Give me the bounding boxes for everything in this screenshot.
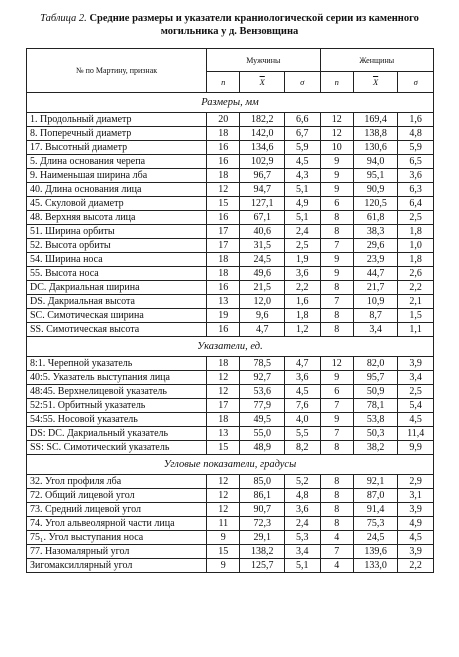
value-cell-f-n: 10 xyxy=(320,141,353,155)
section-header-row xyxy=(27,93,434,113)
table-row xyxy=(27,323,434,337)
table-row xyxy=(27,385,434,399)
value-cell-m-x: 125,7 xyxy=(240,559,284,573)
feature-name-cell: 48:45. Верхнелицевой указатель xyxy=(27,385,207,399)
section-title: Угловые показатели, градусы xyxy=(27,455,434,475)
table-row xyxy=(27,211,434,225)
value-cell-f-x: 95,7 xyxy=(353,371,397,385)
value-cell-f-x: 138,8 xyxy=(353,127,397,141)
value-cell-m-s: 5,1 xyxy=(284,183,320,197)
value-cell-f-x: 95,1 xyxy=(353,169,397,183)
value-cell-f-s: 11,4 xyxy=(398,427,434,441)
value-cell-m-n: 17 xyxy=(207,399,240,413)
table-row xyxy=(27,309,434,323)
value-cell-m-s: 2,5 xyxy=(284,239,320,253)
male-sd-header: σ xyxy=(284,72,320,93)
value-cell-f-n: 7 xyxy=(320,427,353,441)
table-caption xyxy=(34,12,425,40)
feature-name-cell: 5. Длина основания черепа xyxy=(27,155,207,169)
value-cell-f-s: 2,5 xyxy=(398,211,434,225)
section-title: Размеры, мм xyxy=(27,93,434,113)
value-cell-f-s: 4,5 xyxy=(398,413,434,427)
value-cell-m-n: 19 xyxy=(207,309,240,323)
value-cell-m-s: 1,8 xyxy=(284,309,320,323)
feature-name-cell: 52. Высота орбиты xyxy=(27,239,207,253)
value-cell-f-x: 120,5 xyxy=(353,197,397,211)
value-cell-m-x: 21,5 xyxy=(240,281,284,295)
value-cell-m-x: 24,5 xyxy=(240,253,284,267)
feature-name-cell: 1. Продольный диаметр xyxy=(27,113,207,127)
value-cell-m-n: 13 xyxy=(207,295,240,309)
value-cell-m-x: 94,7 xyxy=(240,183,284,197)
value-cell-f-n: 12 xyxy=(320,357,353,371)
value-cell-f-x: 94,0 xyxy=(353,155,397,169)
value-cell-f-s: 2,2 xyxy=(398,281,434,295)
feature-name-cell: 77. Назомалярный угол xyxy=(27,545,207,559)
feature-name-cell: 54:55. Носовой указатель xyxy=(27,413,207,427)
value-cell-f-x: 24,5 xyxy=(353,531,397,545)
value-cell-m-x: 55,0 xyxy=(240,427,284,441)
value-cell-m-s: 4,5 xyxy=(284,155,320,169)
value-cell-f-n: 8 xyxy=(320,475,353,489)
value-cell-m-n: 12 xyxy=(207,385,240,399)
table-row xyxy=(27,169,434,183)
feature-name-cell: 54. Ширина носа xyxy=(27,253,207,267)
table-row xyxy=(27,127,434,141)
value-cell-f-n: 7 xyxy=(320,545,353,559)
table-row xyxy=(27,239,434,253)
value-cell-f-s: 4,5 xyxy=(398,531,434,545)
value-cell-m-x: 67,1 xyxy=(240,211,284,225)
feature-name-cell: 9. Наименьшая ширина лба xyxy=(27,169,207,183)
value-cell-m-n: 12 xyxy=(207,489,240,503)
value-cell-m-n: 20 xyxy=(207,113,240,127)
value-cell-f-s: 3,9 xyxy=(398,503,434,517)
value-cell-f-s: 1,1 xyxy=(398,323,434,337)
value-cell-f-n: 8 xyxy=(320,441,353,455)
value-cell-f-x: 38,2 xyxy=(353,441,397,455)
value-cell-m-s: 5,3 xyxy=(284,531,320,545)
value-cell-m-n: 17 xyxy=(207,225,240,239)
value-cell-m-s: 3,6 xyxy=(284,503,320,517)
value-cell-m-n: 16 xyxy=(207,155,240,169)
feature-name-cell: 48. Верхняя высота лица xyxy=(27,211,207,225)
value-cell-f-s: 3,9 xyxy=(398,545,434,559)
value-cell-m-x: 142,0 xyxy=(240,127,284,141)
value-cell-f-s: 5,9 xyxy=(398,141,434,155)
value-cell-f-s: 5,4 xyxy=(398,399,434,413)
value-cell-m-n: 9 xyxy=(207,559,240,573)
value-cell-f-x: 8,7 xyxy=(353,309,397,323)
value-cell-f-s: 6,3 xyxy=(398,183,434,197)
feature-name-cell: 40:5. Указатель выступания лица xyxy=(27,371,207,385)
female-n-header: n xyxy=(320,72,353,93)
feature-name-cell: DC. Дакриальная ширина xyxy=(27,281,207,295)
value-cell-f-n: 8 xyxy=(320,309,353,323)
value-cell-m-s: 4,9 xyxy=(284,197,320,211)
value-cell-m-s: 3,6 xyxy=(284,371,320,385)
value-cell-f-x: 21,7 xyxy=(353,281,397,295)
value-cell-m-s: 5,5 xyxy=(284,427,320,441)
value-cell-f-x: 91,4 xyxy=(353,503,397,517)
value-cell-f-n: 12 xyxy=(320,127,353,141)
value-cell-f-n: 7 xyxy=(320,399,353,413)
value-cell-f-n: 4 xyxy=(320,559,353,573)
value-cell-f-x: 130,6 xyxy=(353,141,397,155)
table-row xyxy=(27,267,434,281)
value-cell-f-s: 2,9 xyxy=(398,475,434,489)
value-cell-f-s: 3,6 xyxy=(398,169,434,183)
table-row xyxy=(27,427,434,441)
table-row xyxy=(27,113,434,127)
feature-name-cell: DS. Дакриальная высота xyxy=(27,295,207,309)
craniology-table xyxy=(26,48,434,573)
value-cell-f-n: 9 xyxy=(320,371,353,385)
value-cell-m-n: 18 xyxy=(207,267,240,281)
value-cell-m-x: 31,5 xyxy=(240,239,284,253)
value-cell-m-n: 13 xyxy=(207,427,240,441)
feature-name-cell: SC. Симотическая ширина xyxy=(27,309,207,323)
female-mean-header: $\overline{X}$ xyxy=(353,72,397,93)
value-cell-m-x: 53,6 xyxy=(240,385,284,399)
value-cell-m-s: 2,4 xyxy=(284,517,320,531)
value-cell-f-x: 38,3 xyxy=(353,225,397,239)
value-cell-m-n: 11 xyxy=(207,517,240,531)
section-title: Указатели, ед. xyxy=(27,337,434,357)
table-row xyxy=(27,141,434,155)
value-cell-f-s: 2,6 xyxy=(398,267,434,281)
section-header-row xyxy=(27,455,434,475)
value-cell-f-x: 23,9 xyxy=(353,253,397,267)
value-cell-f-s: 2,2 xyxy=(398,559,434,573)
value-cell-m-n: 16 xyxy=(207,323,240,337)
value-cell-m-x: 40,6 xyxy=(240,225,284,239)
table-row xyxy=(27,489,434,503)
feature-name-cell: 52:51. Орбитный указатель xyxy=(27,399,207,413)
value-cell-m-x: 102,9 xyxy=(240,155,284,169)
value-cell-f-x: 75,3 xyxy=(353,517,397,531)
value-cell-m-s: 5,9 xyxy=(284,141,320,155)
table-row xyxy=(27,531,434,545)
value-cell-m-n: 15 xyxy=(207,197,240,211)
female-sd-header: σ xyxy=(398,72,434,93)
value-cell-m-x: 78,5 xyxy=(240,357,284,371)
value-cell-m-s: 5,2 xyxy=(284,475,320,489)
table-row xyxy=(27,183,434,197)
value-cell-m-n: 18 xyxy=(207,413,240,427)
value-cell-m-n: 12 xyxy=(207,371,240,385)
value-cell-m-x: 4,7 xyxy=(240,323,284,337)
value-cell-m-n: 15 xyxy=(207,441,240,455)
value-cell-m-s: 2,2 xyxy=(284,281,320,295)
male-mean-header: $\overline{X}$ xyxy=(240,72,284,93)
feature-column-header: № по Мартину, признак xyxy=(27,49,207,93)
male-n-header: n xyxy=(207,72,240,93)
table-row xyxy=(27,371,434,385)
value-cell-m-x: 138,2 xyxy=(240,545,284,559)
value-cell-f-x: 10,9 xyxy=(353,295,397,309)
feature-name-cell: 32. Угол профиля лба xyxy=(27,475,207,489)
value-cell-f-x: 50,9 xyxy=(353,385,397,399)
table-row xyxy=(27,503,434,517)
value-cell-f-x: 78,1 xyxy=(353,399,397,413)
value-cell-m-n: 12 xyxy=(207,183,240,197)
caption-label: Таблица 2. xyxy=(40,13,87,24)
value-cell-f-s: 6,5 xyxy=(398,155,434,169)
table-row xyxy=(27,295,434,309)
table-row xyxy=(27,441,434,455)
value-cell-m-n: 12 xyxy=(207,475,240,489)
value-cell-f-n: 9 xyxy=(320,155,353,169)
value-cell-m-x: 77,9 xyxy=(240,399,284,413)
value-cell-m-s: 3,4 xyxy=(284,545,320,559)
value-cell-m-s: 1,6 xyxy=(284,295,320,309)
value-cell-m-n: 18 xyxy=(207,357,240,371)
table-row xyxy=(27,545,434,559)
value-cell-m-s: 4,8 xyxy=(284,489,320,503)
value-cell-f-x: 169,4 xyxy=(353,113,397,127)
value-cell-f-n: 8 xyxy=(320,323,353,337)
value-cell-f-x: 61,8 xyxy=(353,211,397,225)
feature-name-cell: 55. Высота носа xyxy=(27,267,207,281)
value-cell-f-s: 9,9 xyxy=(398,441,434,455)
value-cell-m-x: 86,1 xyxy=(240,489,284,503)
value-cell-m-x: 9,6 xyxy=(240,309,284,323)
value-cell-f-s: 4,8 xyxy=(398,127,434,141)
table-row xyxy=(27,197,434,211)
value-cell-m-x: 49,5 xyxy=(240,413,284,427)
value-cell-m-s: 5,1 xyxy=(284,559,320,573)
value-cell-f-x: 50,3 xyxy=(353,427,397,441)
feature-name-cell: 72. Общий лицевой угол xyxy=(27,489,207,503)
value-cell-f-n: 6 xyxy=(320,385,353,399)
value-cell-f-x: 3,4 xyxy=(353,323,397,337)
value-cell-f-n: 4 xyxy=(320,531,353,545)
value-cell-f-n: 8 xyxy=(320,503,353,517)
value-cell-m-n: 12 xyxy=(207,503,240,517)
value-cell-f-n: 8 xyxy=(320,517,353,531)
feature-name-cell: 40. Длина основания лица xyxy=(27,183,207,197)
value-cell-m-s: 4,0 xyxy=(284,413,320,427)
value-cell-f-s: 2,1 xyxy=(398,295,434,309)
value-cell-f-s: 3,4 xyxy=(398,371,434,385)
value-cell-f-x: 90,9 xyxy=(353,183,397,197)
value-cell-f-x: 133,0 xyxy=(353,559,397,573)
table-row xyxy=(27,413,434,427)
value-cell-f-n: 6 xyxy=(320,197,353,211)
value-cell-m-n: 17 xyxy=(207,239,240,253)
value-cell-m-x: 182,2 xyxy=(240,113,284,127)
value-cell-f-s: 1,8 xyxy=(398,253,434,267)
value-cell-m-x: 96,7 xyxy=(240,169,284,183)
value-cell-f-s: 3,9 xyxy=(398,357,434,371)
value-cell-m-s: 6,7 xyxy=(284,127,320,141)
value-cell-m-x: 134,6 xyxy=(240,141,284,155)
table-row xyxy=(27,399,434,413)
feature-name-cell: 74. Угол альвеолярной части лица xyxy=(27,517,207,531)
female-group-header: Женщины xyxy=(320,49,433,72)
table-row xyxy=(27,357,434,371)
value-cell-m-s: 2,4 xyxy=(284,225,320,239)
value-cell-f-x: 82,0 xyxy=(353,357,397,371)
value-cell-f-s: 1,5 xyxy=(398,309,434,323)
male-group-header: Мужчины xyxy=(207,49,320,72)
table-row xyxy=(27,475,434,489)
value-cell-f-s: 2,5 xyxy=(398,385,434,399)
value-cell-m-s: 3,6 xyxy=(284,267,320,281)
value-cell-m-n: 15 xyxy=(207,545,240,559)
value-cell-m-n: 18 xyxy=(207,127,240,141)
value-cell-f-n: 8 xyxy=(320,281,353,295)
value-cell-m-x: 29,1 xyxy=(240,531,284,545)
table-row xyxy=(27,155,434,169)
value-cell-f-x: 44,7 xyxy=(353,267,397,281)
value-cell-f-x: 29,6 xyxy=(353,239,397,253)
feature-name-cell: 75₁. Угол выступания носа xyxy=(27,531,207,545)
table-body xyxy=(27,93,434,573)
feature-name-cell: 51. Ширина орбиты xyxy=(27,225,207,239)
value-cell-f-s: 1,0 xyxy=(398,239,434,253)
feature-name-cell: SS: SC. Симотический указатель xyxy=(27,441,207,455)
value-cell-m-x: 12,0 xyxy=(240,295,284,309)
value-cell-f-n: 7 xyxy=(320,295,353,309)
table-row xyxy=(27,253,434,267)
value-cell-m-s: 1,2 xyxy=(284,323,320,337)
section-header-row xyxy=(27,337,434,357)
value-cell-m-s: 4,7 xyxy=(284,357,320,371)
caption-text: Средние размеры и указатели краниологической серии из каменного могильника у д. Вензовщина xyxy=(89,13,419,37)
value-cell-m-x: 90,7 xyxy=(240,503,284,517)
table-row xyxy=(27,517,434,531)
value-cell-m-x: 92,7 xyxy=(240,371,284,385)
value-cell-m-x: 127,1 xyxy=(240,197,284,211)
value-cell-m-n: 16 xyxy=(207,141,240,155)
value-cell-f-x: 139,6 xyxy=(353,545,397,559)
value-cell-f-s: 6,4 xyxy=(398,197,434,211)
value-cell-f-n: 9 xyxy=(320,413,353,427)
feature-name-cell: Зигомаксиллярный угол xyxy=(27,559,207,573)
value-cell-m-n: 18 xyxy=(207,169,240,183)
value-cell-m-n: 18 xyxy=(207,253,240,267)
value-cell-m-s: 1,9 xyxy=(284,253,320,267)
value-cell-f-n: 12 xyxy=(320,113,353,127)
value-cell-m-x: 49,6 xyxy=(240,267,284,281)
feature-name-cell: 8:1. Черепной указатель xyxy=(27,357,207,371)
value-cell-m-x: 48,9 xyxy=(240,441,284,455)
feature-name-cell: DS: DC. Дакриальный указатель xyxy=(27,427,207,441)
value-cell-m-x: 85,0 xyxy=(240,475,284,489)
value-cell-f-x: 53,8 xyxy=(353,413,397,427)
value-cell-f-n: 9 xyxy=(320,267,353,281)
value-cell-m-s: 6,6 xyxy=(284,113,320,127)
value-cell-f-s: 1,6 xyxy=(398,113,434,127)
value-cell-f-s: 1,8 xyxy=(398,225,434,239)
table-row xyxy=(27,225,434,239)
value-cell-f-n: 9 xyxy=(320,183,353,197)
feature-name-cell: 73. Средний лицевой угол xyxy=(27,503,207,517)
value-cell-f-x: 87,0 xyxy=(353,489,397,503)
value-cell-f-n: 9 xyxy=(320,253,353,267)
value-cell-f-n: 7 xyxy=(320,239,353,253)
value-cell-m-s: 8,2 xyxy=(284,441,320,455)
value-cell-m-s: 4,5 xyxy=(284,385,320,399)
value-cell-f-s: 4,9 xyxy=(398,517,434,531)
value-cell-f-n: 8 xyxy=(320,225,353,239)
table-row xyxy=(27,559,434,573)
feature-name-cell: 17. Высотный диаметр xyxy=(27,141,207,155)
value-cell-f-n: 9 xyxy=(320,169,353,183)
value-cell-m-x: 72,3 xyxy=(240,517,284,531)
value-cell-m-s: 4,3 xyxy=(284,169,320,183)
value-cell-f-s: 3,1 xyxy=(398,489,434,503)
value-cell-f-n: 8 xyxy=(320,489,353,503)
feature-name-cell: 8. Поперечный диаметр xyxy=(27,127,207,141)
feature-name-cell: 45. Скуловой диаметр xyxy=(27,197,207,211)
value-cell-f-x: 92,1 xyxy=(353,475,397,489)
value-cell-m-s: 5,1 xyxy=(284,211,320,225)
value-cell-m-s: 7,6 xyxy=(284,399,320,413)
value-cell-m-n: 9 xyxy=(207,531,240,545)
value-cell-m-n: 16 xyxy=(207,281,240,295)
table-row xyxy=(27,281,434,295)
value-cell-m-n: 16 xyxy=(207,211,240,225)
value-cell-f-n: 8 xyxy=(320,211,353,225)
feature-name-cell: SS. Симотическая высота xyxy=(27,323,207,337)
